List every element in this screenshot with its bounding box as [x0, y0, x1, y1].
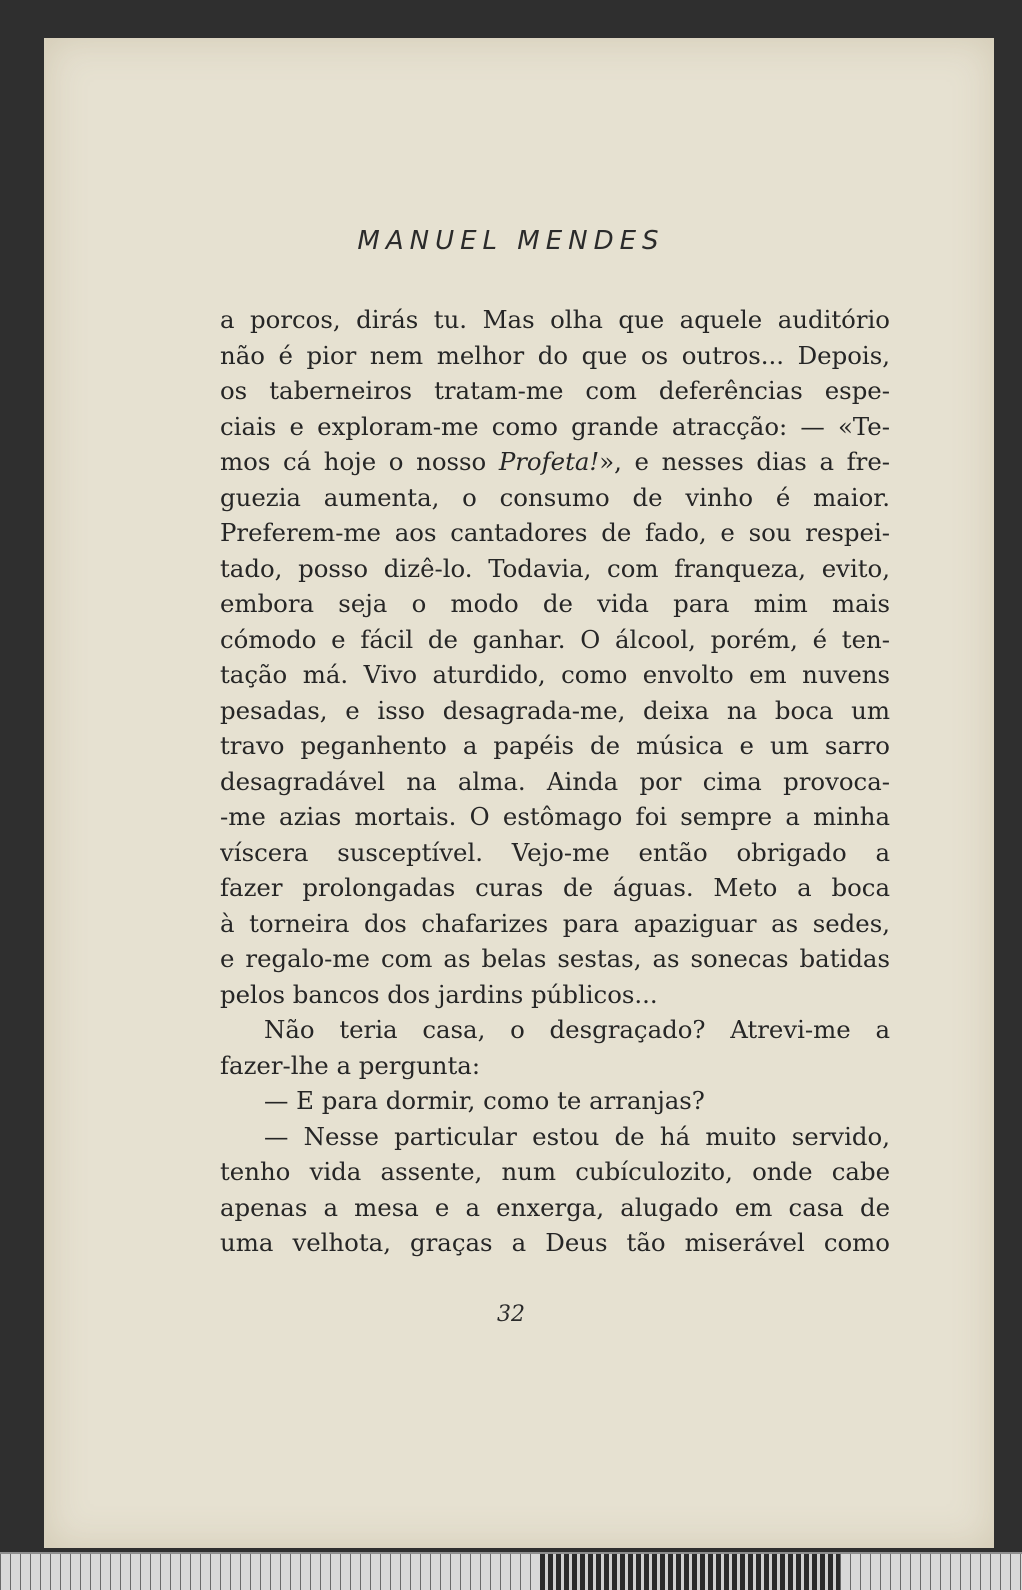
- text-line: [220, 444, 890, 480]
- text-line: -me azias mortais. O estômago foi sempre a minha: [220, 802, 890, 831]
- text-line: tado, posso dizê-lo. Todavia, com franqueza, evito,: [220, 553, 890, 583]
- text-line: embora seja o modo de vida para mim mais: [220, 589, 890, 618]
- page-number: 32: [497, 1302, 525, 1327]
- text-line: pelos bancos dos jardins públicos...: [220, 979, 658, 1009]
- text-line: Preferem-me aos cantadores de fado, e sou respei-: [220, 518, 890, 547]
- text-fragment: mos cá hoje o nosso: [220, 447, 499, 476]
- text-line: e regalo-me com as belas sestas, as sonecas batidas: [220, 944, 890, 973]
- text-line: não é pior nem melhor do que os outros... Depois,: [220, 340, 890, 370]
- text-line: guezia aumenta, o consumo de vinho é maior.: [220, 482, 890, 512]
- text-line: — Nesse particular estou de há muito servido,: [264, 1121, 890, 1151]
- body-text: [220, 302, 890, 1261]
- text-line: fazer-lhe a pergunta:: [220, 1050, 481, 1080]
- text-line: tenho vida assente, num cubículozito, onde cabe: [220, 1157, 890, 1186]
- text-line: desagradável na alma. Ainda por cima provoca-: [220, 766, 890, 796]
- ruler-dark-segment: [540, 1554, 840, 1590]
- text-line: tação má. Vivo aturdido, como envolto em nuvens: [220, 660, 890, 689]
- text-line: cómodo e fácil de ganhar. O álcool, porém, é ten-: [220, 624, 890, 654]
- text-line: uma velhota, graças a Deus tão miserável como: [220, 1228, 890, 1257]
- text-line: Não teria casa, o desgraçado? Atrevi-me a: [264, 1015, 890, 1044]
- text-line: a porcos, dirás tu. Mas olha que aquele auditório: [220, 305, 890, 334]
- scan-ruler: [0, 1552, 1022, 1590]
- text-line: os taberneiros tratam-me com deferências espe-: [220, 376, 890, 405]
- text-line: — E para dormir, como te arranjas?: [264, 1086, 705, 1115]
- text-line: ciais e exploram-me como grande atracção: — «Te-: [220, 411, 890, 441]
- running-header: MANUEL MENDES: [357, 226, 665, 256]
- italic-word: Profeta!: [498, 447, 600, 476]
- text-line: à torneira dos chafarizes para apaziguar as sedes,: [220, 908, 890, 938]
- text-fragment: », e nesses dias a fre-: [599, 447, 890, 476]
- text-line: fazer prolongadas curas de águas. Meto a boca: [220, 873, 890, 902]
- text-line: pesadas, e isso desagrada-me, deixa na boca um: [220, 695, 890, 725]
- text-line: víscera susceptível. Vejo-me então obrigado a: [220, 837, 890, 867]
- text-line: travo peganhento a papéis de música e um sarro: [220, 731, 890, 760]
- text-line: apenas a mesa e a enxerga, alugado em casa de: [220, 1192, 890, 1222]
